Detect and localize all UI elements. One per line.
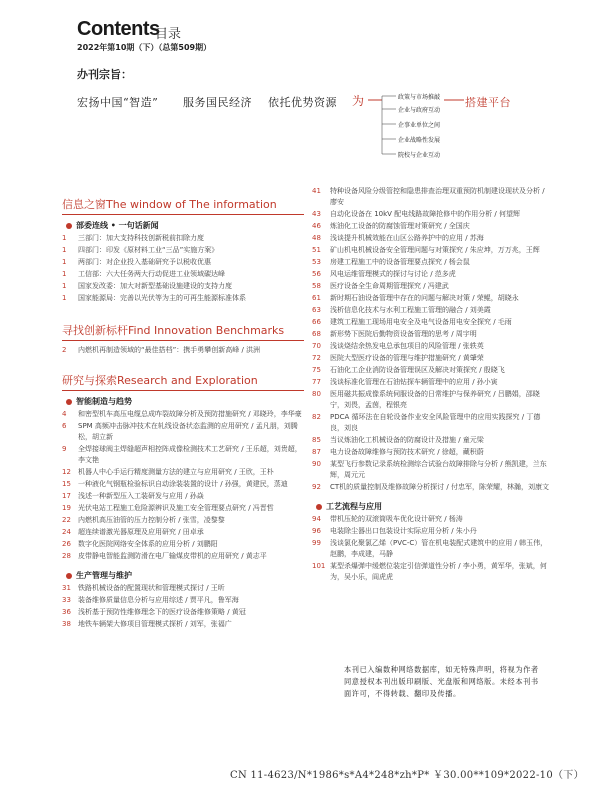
page-number: 66 xyxy=(312,318,321,326)
page-number: 4 xyxy=(62,410,67,418)
article-title: 浅析基于预防性维修理念下的医疗设备维修策略 / 黄冠 xyxy=(78,608,246,616)
page-number: 22 xyxy=(62,516,71,524)
page-number: 53 xyxy=(312,258,321,266)
contents-title-cn: 目录 xyxy=(155,27,182,42)
article-title: 医疗设备全生命周期管理探究 / 冯建武 xyxy=(330,282,449,290)
article-title: 浅谈提升机械效能在山区公路养护中的应用 / 苏海 xyxy=(330,234,484,242)
subsection-label: 智能制造与趋势 xyxy=(76,397,132,406)
article-title: 浅谈烧结余热发电总承包项目的风险管理 / 张轶英 xyxy=(330,342,484,350)
list-item xyxy=(62,345,304,356)
list-item xyxy=(312,329,550,340)
list-item xyxy=(62,515,304,526)
benchmark-list xyxy=(62,345,304,356)
bullet-icon xyxy=(66,223,72,229)
section-title-benchmarks: 寻找创新标杆Find Innovation Benchmarks xyxy=(62,324,285,337)
slogan-2: 服务国民经济 xyxy=(183,96,252,109)
list-item xyxy=(312,257,550,268)
list-item xyxy=(312,526,550,537)
list-item xyxy=(312,293,550,304)
page-number: 75 xyxy=(312,366,321,374)
page-number: 85 xyxy=(312,436,321,444)
article-list xyxy=(62,583,304,630)
list-item xyxy=(312,514,550,525)
article-title: 四部门：印发《原材料工业“三品”实施方案》 xyxy=(78,246,219,254)
page-number: 63 xyxy=(312,306,321,314)
article-list xyxy=(62,409,304,562)
list-item xyxy=(312,281,550,292)
subsection-label: 生产管理与维护 xyxy=(76,571,132,580)
page-number: 90 xyxy=(312,460,321,468)
page-number: 101 xyxy=(312,562,326,570)
article-title: 医用磁共振成像系统伺服设备的日常维护与保养研究 / 吕鹏娟，邵晓宁，刘畏，孟茵，程银亮 xyxy=(330,390,540,409)
page-number: 1 xyxy=(62,246,67,254)
list-item xyxy=(312,389,550,411)
list-item xyxy=(62,421,304,443)
article-title: 地铁车辆架大修项目管理模式探析 / 刘军，张福广 xyxy=(78,620,232,628)
article-list xyxy=(312,186,550,493)
page-number: 33 xyxy=(62,596,71,604)
list-item xyxy=(312,377,550,388)
page-number: 6 xyxy=(62,422,67,430)
contents-title: Contents xyxy=(77,18,160,40)
page-number: 26 xyxy=(62,540,71,548)
article-title: 光伏电站工程施工危险源辨识及施工安全管理要点研究 / 冯晋哲 xyxy=(78,504,274,512)
page-number: 96 xyxy=(312,527,321,535)
page-number: 48 xyxy=(312,234,321,242)
article-title: 新时期石油设备管理中存在的问题与解决对策 / 荣鲲，胡晓永 xyxy=(330,294,519,302)
list-item xyxy=(62,491,304,502)
left-column xyxy=(62,196,304,631)
page-number: 87 xyxy=(312,448,321,456)
subsection-production-management xyxy=(66,570,304,581)
article-title: 自动化设备在 10kV 配电线路故障抢修中的作用分析 / 何望辉 xyxy=(330,210,521,218)
page-number: 17 xyxy=(62,492,71,500)
right-column xyxy=(312,186,550,584)
article-title: 浅述一种新型压入工装研发与应用 / 孙焱 xyxy=(78,492,204,500)
page-number: 1 xyxy=(62,234,67,242)
section-rule xyxy=(62,214,304,215)
list-item xyxy=(312,482,550,493)
article-title: 带机压轮的双滚筒吸车优化设计研究 / 杨涛 xyxy=(330,515,463,523)
article-title: 新形势下医院后勤物资设备管理的思考 / 周宇明 xyxy=(330,330,477,338)
subsection-label: 部委连线 • 一句话新闻 xyxy=(76,221,159,230)
article-title: PDCA 循环法在自轮设备作业安全风险管理中的应用实践探究 / 丁德良，刘良 xyxy=(330,413,541,432)
branch-item: 企事业单位之间 xyxy=(398,122,441,129)
list-item xyxy=(62,233,304,244)
page-number: 36 xyxy=(62,608,71,616)
page-number: 99 xyxy=(312,539,321,547)
article-title: 电力设备故障维修与预防技术研究 / 徐超，藏积蔚 xyxy=(330,448,484,456)
article-title: 某型杀爆弹中缓燃位装定引信弹道性分析 / 李小勇，黄军华，张斌，何为，吴小乐，阎虎虎 xyxy=(330,562,547,581)
article-title: 医院大型医疗设备的管理与维护措施研究 / 黄肇荣 xyxy=(330,354,484,362)
subsection-process-flow xyxy=(316,501,550,512)
page-number: 12 xyxy=(62,468,71,476)
article-title: 和密型机车高压电缆总成咋裂故障分析及预防措施研究 / 邓晓玲，李华豪 xyxy=(78,410,302,418)
list-item xyxy=(312,459,550,481)
page-number: 51 xyxy=(312,246,321,254)
bullet-icon xyxy=(66,573,72,579)
page-number: 1 xyxy=(62,294,67,302)
list-item xyxy=(312,209,550,220)
article-title: 浅析信息化技术与水利工程施工管理的融合 / 刘美霞 xyxy=(330,306,491,314)
publication-code: CN 11-4623/N*1986*s*A4*248*zh*P* ￥30.00**109*2022-10（下） xyxy=(230,770,584,781)
list-item xyxy=(62,551,304,562)
list-item xyxy=(62,444,304,466)
article-title: 某型飞行参数记录系统检测综合试验台故障排除与分析 / 熊凯建，兰东辉，周元元 xyxy=(330,460,547,479)
article-title: CT机的质量控制及维修故障分析探讨 / 付忠军，陈荣耀，林瀚，刘康文 xyxy=(330,483,549,491)
page-number: 15 xyxy=(62,480,71,488)
page-number: 46 xyxy=(312,222,321,230)
article-title: 内燃机再制造领域的“最佳搭档”：携手勇攀创新高峰 / 洪洲 xyxy=(78,346,261,354)
branch-item: 企业战略性发展 xyxy=(398,137,441,144)
list-item xyxy=(62,257,304,268)
list-item xyxy=(312,412,550,434)
page-number: 28 xyxy=(62,552,71,560)
article-title: 一种液化气钢瓶检验标识自动涂装装置的设计 / 孙强，黄建民，蒸迪 xyxy=(78,480,288,488)
page-number: 1 xyxy=(62,282,67,290)
list-item xyxy=(312,269,550,280)
list-item xyxy=(62,467,304,478)
bullet-icon xyxy=(66,399,72,405)
section-title-research: 研究与探索Research and Exploration xyxy=(62,374,258,387)
list-item xyxy=(62,503,304,514)
purpose-label: 办刊宗旨： xyxy=(77,68,132,81)
page-number: 56 xyxy=(312,270,321,278)
list-item xyxy=(62,479,304,490)
news-list xyxy=(62,233,304,304)
list-item xyxy=(312,435,550,446)
branch-item: 院校与企业互动 xyxy=(398,152,441,159)
article-title: 建筑工程施工现场用电安全及电气设备用电安全探究 / 毛雨 xyxy=(330,318,512,326)
page-number: 68 xyxy=(312,330,321,338)
article-title: 三部门：加大支持科技创新税前扣除力度 xyxy=(78,234,204,242)
article-title: 房建工程施工中的设备管理要点探究 / 杨会鼠 xyxy=(330,258,470,266)
list-item xyxy=(62,293,304,304)
branch-item: 政策与市场推敲 xyxy=(398,94,441,101)
article-title: 石油化工企业消防设备管理误区及解决对策探究 / 殷晓飞 xyxy=(330,366,505,374)
page-number: 77 xyxy=(312,378,321,386)
page-number: 94 xyxy=(312,515,321,523)
list-item xyxy=(312,353,550,364)
list-item xyxy=(62,281,304,292)
page-number: 61 xyxy=(312,294,321,302)
page-number: 58 xyxy=(312,282,321,290)
list-item xyxy=(62,583,304,594)
list-item xyxy=(62,595,304,606)
article-title: 装备维修质量信息分析与应用综述 / 贾平凡，鲁军海 xyxy=(78,596,239,604)
section-title-information: 信息之窗The window of The information xyxy=(62,198,277,211)
subsection-smart-manufacturing xyxy=(66,396,304,407)
page-number: 24 xyxy=(62,528,71,536)
page-number: 2 xyxy=(62,346,67,354)
list-item xyxy=(62,527,304,538)
list-item xyxy=(62,619,304,630)
slogan-wei: 为 xyxy=(352,94,365,108)
article-title: 风电运维管理模式的探讨与讨论 / 范多虎 xyxy=(330,270,456,278)
page-number: 41 xyxy=(312,187,321,195)
slogan-1: 宏扬中国“智造” xyxy=(77,96,159,109)
copyright-notice: 本刊已入编数种网络数据库，如无特殊声明，将视为作者同意授权本刊出版印刷版、光盘版和网络版。未经本刊书面许可，不得转载、翻印及传播。 xyxy=(344,665,539,698)
article-title: 超连续谱激光器原理及应用研究 / 田卓承 xyxy=(78,528,204,536)
list-item xyxy=(312,233,550,244)
page-number: 82 xyxy=(312,413,321,421)
article-title: 国家能源局：完善以光伏等为主的可再生能源标准体系 xyxy=(78,294,246,302)
article-title: 矿山机电机械设备安全管理问题与对策探究 / 朱应坤，万万兆，王辉 xyxy=(330,246,540,254)
list-item xyxy=(312,317,550,328)
article-title: 内燃机高压油管的压力控制分析 / 张雪，凌黎黎 xyxy=(78,516,225,524)
list-item xyxy=(62,269,304,280)
subsection-label: 工艺流程与应用 xyxy=(326,502,382,511)
page-number: 19 xyxy=(62,504,71,512)
article-title: 工信部：六大任务两大行动促进工业领域碳达峰 xyxy=(78,270,225,278)
branch-item: 企业与政府互动 xyxy=(398,107,441,114)
slogan-platform: 搭建平台 xyxy=(465,96,511,109)
article-title: 皮带静电智能监测防滑在电厂输煤皮带机的应用研究 / 黄志平 xyxy=(78,552,267,560)
page-number: 31 xyxy=(62,584,71,592)
page-number: 9 xyxy=(62,445,67,453)
article-title: 炼油化工设备的防腐蚀管理对策研究 / 全国庆 xyxy=(330,222,470,230)
article-title: 两部门：对企业投入基础研究予以税收优惠 xyxy=(78,258,211,266)
article-title: 浅谈氯化聚氯乙烯（PVC-C）管在机电装配式建筑中的应用 / 韩玉伟，赵鹏，李成建，马静 xyxy=(330,539,548,558)
article-title: SPM 高频冲击脉冲技术在轧线设备状态监测的应用研究 / 孟凡朋，刘腾松，胡立新 xyxy=(78,422,298,441)
page-number: 70 xyxy=(312,342,321,350)
page-number: 43 xyxy=(312,210,321,218)
article-title: 电装除尘器出口包装设计实际应用分析 / 朱小丹 xyxy=(330,527,477,535)
list-item xyxy=(312,186,550,208)
article-list xyxy=(312,514,550,583)
article-title: 当议炼油化工机械设备的防腐设计及措施 / 童元梁 xyxy=(330,436,484,444)
page-number: 38 xyxy=(62,620,71,628)
slogan-3: 依托优势资源 xyxy=(268,96,337,109)
article-title: 机器人中心手运行精度测量方法的建立与应用研究 / 王欣，王朴 xyxy=(78,468,274,476)
page-number: 1 xyxy=(62,258,67,266)
article-title: 数字化医院网络安全体系的应用分析 / 刘鹏阳 xyxy=(78,540,218,548)
article-title: 浅谈标准化管理在石油钻探车辆管理中的应用 / 孙小寅 xyxy=(330,378,498,386)
article-title: 全焊接球阀主焊缝超声相控阵成像检测技术工艺研究 / 王乐超，刘贵超，李文艳 xyxy=(78,445,302,464)
list-item xyxy=(62,245,304,256)
subsection-ministry-news xyxy=(66,220,304,231)
issue-number: 2022年第10期（下）（总第509期） xyxy=(77,43,212,52)
section-rule xyxy=(62,340,304,341)
article-title: 铁路机械设备的配置现状和管理模式探讨 / 王昕 xyxy=(78,584,225,592)
page-number: 72 xyxy=(312,354,321,362)
page-number: 80 xyxy=(312,390,321,398)
list-item xyxy=(312,341,550,352)
section-rule xyxy=(62,390,304,391)
list-item xyxy=(312,538,550,560)
list-item xyxy=(312,305,550,316)
list-item xyxy=(62,539,304,550)
list-item xyxy=(312,561,550,583)
article-title: 特种设备风险分级管控和隐患排查治理双重预防机制建设现状及分析 / 廖安 xyxy=(330,187,545,206)
page-number: 1 xyxy=(62,270,67,278)
page-number: 92 xyxy=(312,483,321,491)
list-item xyxy=(62,409,304,420)
list-item xyxy=(312,447,550,458)
list-item xyxy=(312,245,550,256)
list-item xyxy=(312,221,550,232)
list-item xyxy=(312,365,550,376)
article-title: 国家发改委：加大对新型基础设施建设的支持力度 xyxy=(78,282,232,290)
list-item xyxy=(62,607,304,618)
bullet-icon xyxy=(316,504,322,510)
